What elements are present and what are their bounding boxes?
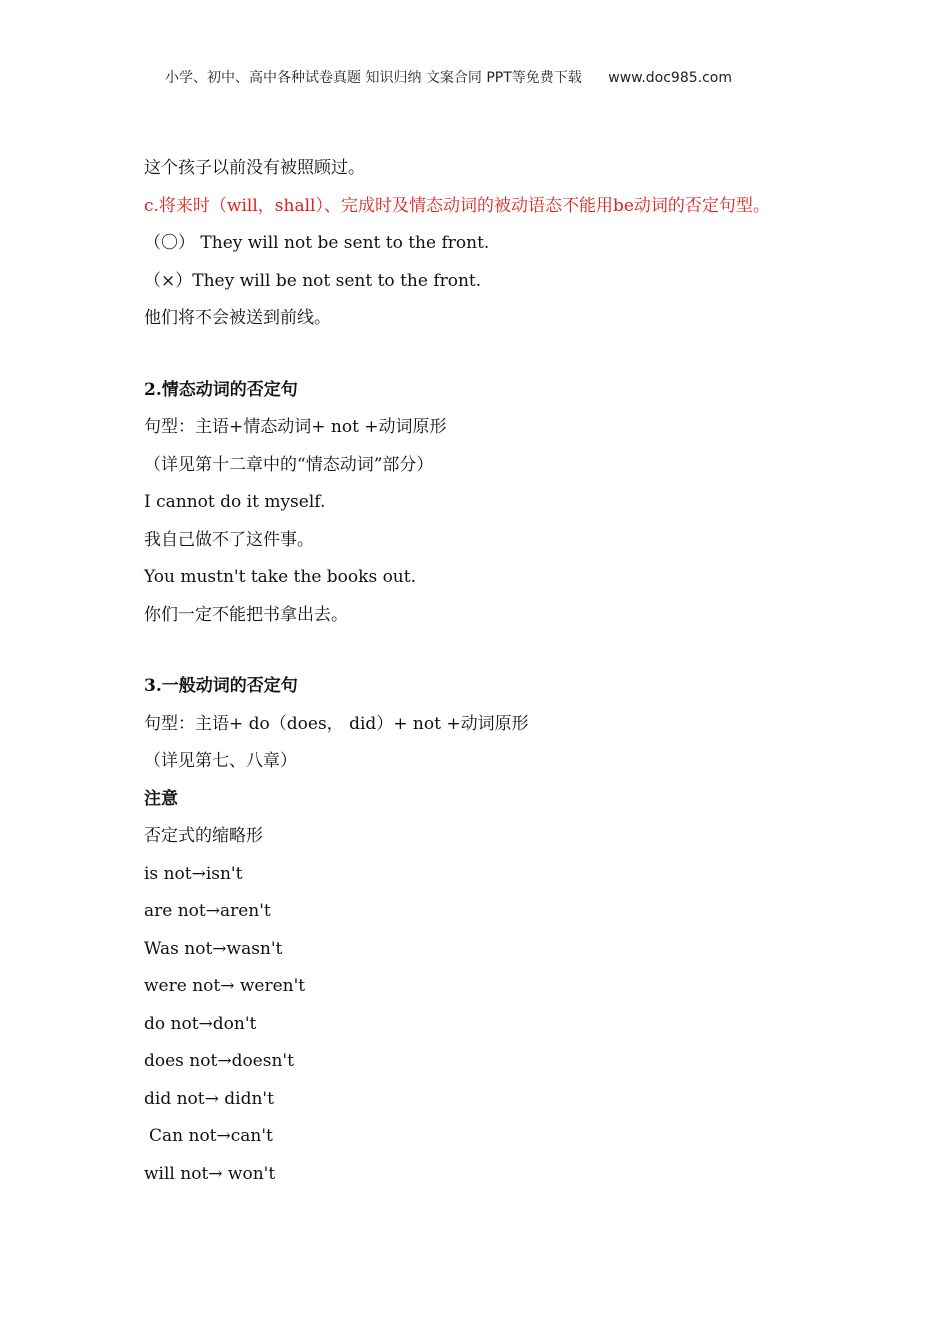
contraction-item: will not→ won't xyxy=(144,1163,276,1184)
note-heading: 注意 xyxy=(144,788,178,809)
section-heading-3: 3.一般动词的否定句 xyxy=(144,676,298,696)
example-sentence: You mustn't take the books out. xyxy=(144,567,416,587)
example-incorrect: （×）They will be not sent to the front. xyxy=(144,270,482,291)
reference-note: （详见第七、八章） xyxy=(144,751,297,771)
header-url[interactable]: www.doc985.com xyxy=(608,70,732,86)
paragraph: 否定式的缩略形 xyxy=(144,826,263,846)
contraction-item: Was not→wasn't xyxy=(144,938,283,959)
reference-note: （详见第十二章中的“情态动词”部分） xyxy=(144,454,434,475)
contraction-item: did not→ didn't xyxy=(144,1088,274,1109)
highlighted-rule: c.将来时（will，shall）、完成时及情态动词的被动语态不能用be动词的否定句型。 xyxy=(144,195,770,216)
contraction-item: do not→don't xyxy=(144,1013,257,1034)
example-translation: 你们一定不能把书拿出去。 xyxy=(144,604,348,625)
paragraph: 这个孩子以前没有被照顾过。 xyxy=(144,158,365,178)
section-heading-2: 2.情态动词的否定句 xyxy=(144,379,298,400)
contraction-item: is not→isn't xyxy=(144,863,243,884)
example-correct: （〇） They will not be sent to the front. xyxy=(144,233,490,253)
sentence-pattern: 句型：主语+ do（does， did）+ not +动词原形 xyxy=(144,713,529,734)
page-header xyxy=(165,67,800,87)
sentence-pattern: 句型：主语+情态动词+ not +动词原形 xyxy=(144,417,447,437)
example-translation: 我自己做不了这件事。 xyxy=(144,529,314,550)
contraction-item: does not→doesn't xyxy=(144,1051,294,1071)
example-sentence: I cannot do it myself. xyxy=(144,492,326,512)
contraction-item: were not→ weren't xyxy=(144,976,306,996)
header-text: 小学、初中、高中各种试卷真题 知识归纳 文案合同 PPT等免费下载 xyxy=(165,70,582,86)
document-body xyxy=(144,150,824,1193)
contraction-item: Can not→can't xyxy=(149,1126,273,1146)
paragraph: 他们将不会被送到前线。 xyxy=(144,308,331,328)
contraction-item: are not→aren't xyxy=(144,901,271,921)
